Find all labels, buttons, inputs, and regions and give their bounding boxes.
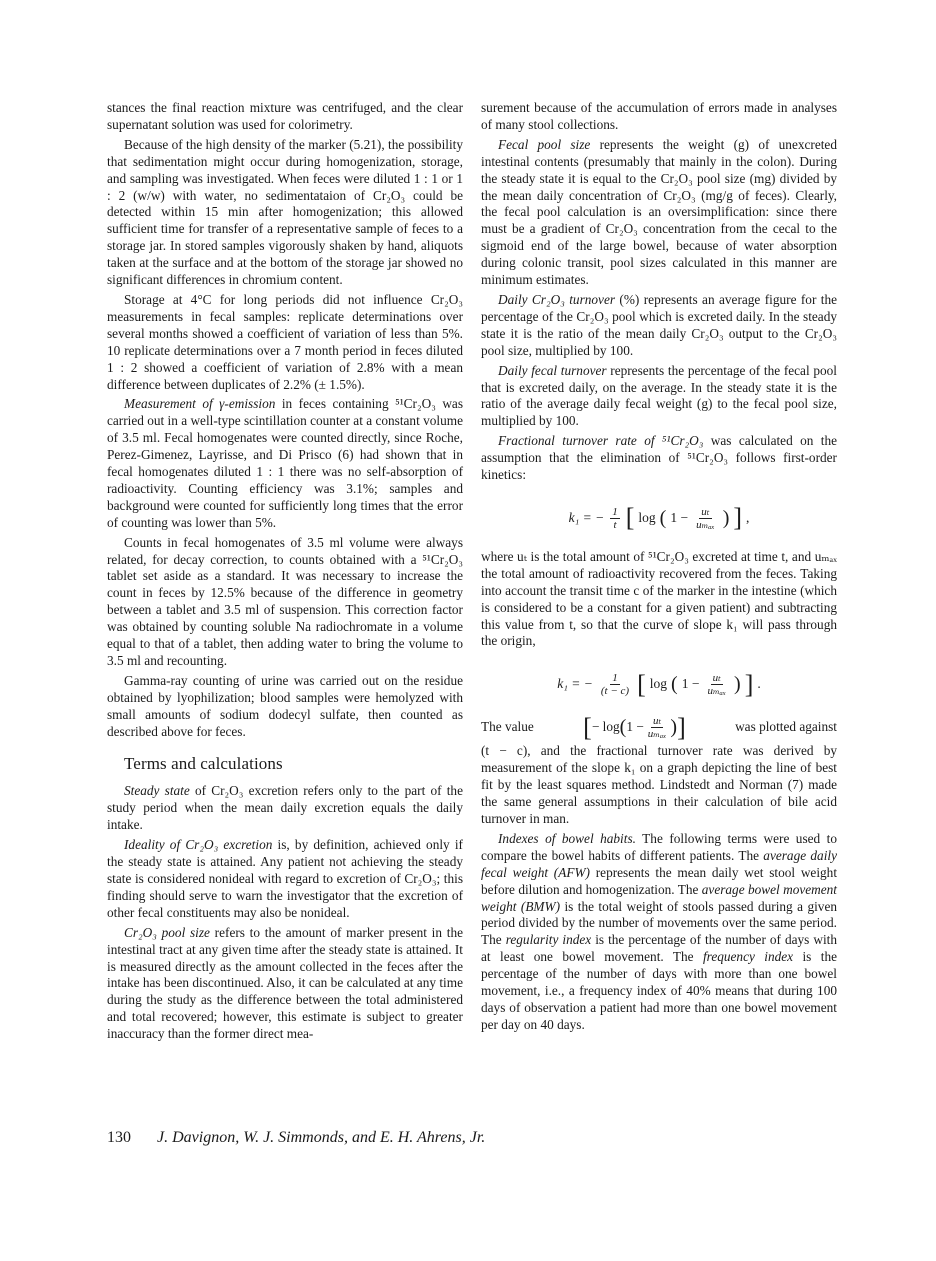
paragraph: (t − c), and the fractional turnover rate was derived by measurement of the slope k₁ on a graph depicting the line of best fit by the least squares method. Lindstedt and Norman (7) made the same general assumptions in their calculation of bile acid turnover in man. xyxy=(481,743,837,826)
eq-tail: , xyxy=(746,509,750,525)
eq-fraction xyxy=(705,672,728,697)
paragraph xyxy=(481,831,837,1034)
paragraph-text: refers to the amount of marker present in the intestinal tract at any given time after the steady state is attained. It is measured directly as the amount collected in the feces after the intake has been discontinued. Also, it can be calculated at any time during the study as the difference between the total administered and total recovered; however, this estimate is subject to greater inaccuracy than the former direct mea- xyxy=(107,924,463,1042)
paragraph xyxy=(481,712,837,742)
paragraph xyxy=(107,837,463,922)
open-bracket: [ xyxy=(625,503,635,533)
paragraph-text: is the percentage of the number of days with more than one bowel movement, i.e., a frequency index of 40% means that during 100 days of observation a patient had more than one bowel movement per day on 40 days. xyxy=(481,949,837,1032)
eq-fraction xyxy=(610,506,620,531)
paragraph xyxy=(481,137,837,289)
eq-numerator: 1 xyxy=(612,672,618,685)
paragraph-text: The value xyxy=(481,719,534,735)
close-paren: ) xyxy=(734,673,741,696)
open-paren: ( xyxy=(671,673,678,696)
paragraph-text: is the percentage of the number of days with at least one bowel movement. The xyxy=(481,932,837,965)
paragraph: Counts in fecal homogenates of 3.5 ml volume were always related, for decay correction, to counts obtained with a ⁵¹Cr₂O₃ tablet set aside as a standard. It was necessary to increase the count in feces by 12.5% because of the difference in geometry between a tablet and 3.5 ml of suspension. This correction factor was obtained by counting soluble Na radiochromate in a volume equal to that of a tablet, then adding water to bring the volume to 3.5 ml and recounting. xyxy=(107,534,463,668)
term: Measurement of γ-emission xyxy=(124,396,276,412)
paragraph xyxy=(107,925,463,1043)
equation-1 xyxy=(481,503,837,533)
paragraph-text: in feces containing ⁵¹Cr₂O₃ was carried out in a well-type scintillation counter at a constant volume of 3.5 ml. Fecal homogenates were counted directly, since Roche, Perez-Gimenez, Layrisse, and Di Prisco (6) had shown that in fecal homogenates diluted 1 : 1 there was no self-absorption of radioactivity. Counting efficiency was 3.1%; samples and background were counted for sufficiently long times that the error of counting was lower than 5%. xyxy=(107,396,464,530)
eq-fraction xyxy=(599,672,631,697)
paragraph-text: was calculated on the assumption that the elimination of ⁵¹Cr₂O₃ follows first-order kinetics: xyxy=(481,433,838,483)
paragraph: stances the final reaction mixture was centrifuged, and the clear supernatant solution was used for colorimetry. xyxy=(107,100,463,132)
eq-denominator: uₘₐₓ xyxy=(696,518,715,531)
paragraph: surement because of the accumulation of errors made in analyses of many stool collections. xyxy=(481,100,837,132)
term: Cr₂O₃ pool size xyxy=(124,924,210,940)
eq-one-minus: 1 − xyxy=(626,719,644,735)
open-bracket: [ xyxy=(583,712,592,742)
eq-denominator: uₘₐₓ xyxy=(707,685,727,698)
paragraph-text: of Cr₂O₃ excretion refers only to the part of the study period when the mean daily excretion equals the daily intake. xyxy=(107,783,463,833)
paragraph xyxy=(481,363,837,431)
eq-fraction xyxy=(646,715,669,740)
eq-denominator: uₘₐₓ xyxy=(647,728,667,741)
eq-lhs: k₁ = − xyxy=(568,509,605,525)
close-bracket: ] xyxy=(677,712,686,742)
right-column xyxy=(481,100,837,1034)
eq-log: log xyxy=(638,509,656,525)
paragraph: Gamma-ray counting of urine was carried out on the residue obtained by lyophilization; blood samples were hemolyzed with small amounts of sodium dodecyl sulfate, then counted as described above for feces. xyxy=(107,672,463,739)
eq-fraction xyxy=(694,506,717,531)
inline-equation xyxy=(583,712,686,742)
paragraph-text: The following terms were used to compare the bowel habits of different patients. The xyxy=(481,830,837,863)
eq-numerator: uₜ xyxy=(701,505,710,518)
term: Indexes of bowel habits. xyxy=(498,830,636,846)
eq-numerator: uₜ xyxy=(712,672,721,685)
paragraph-text: (%) represents an average figure for the percentage of the Cr₂O₃ pool which is excreted daily. In the steady state it is the ratio of the mean daily Cr₂O₃ output to the Cr₂O₃ pool size, multiplied by 100. xyxy=(481,291,838,358)
paragraph xyxy=(107,783,463,834)
term: Ideality of Cr₂O₃ excretion xyxy=(124,837,273,853)
paragraph: Storage at 4°C for long periods did not influence Cr₂O₃ measurements in fecal samples: replicate determinations over several months showed a coefficient of variation of less than 5%. 10 replicate determinations over a 7 month period in feces diluted 1 : 2 showed a coefficient of variation of 2.8% with a mean difference between duplicates of 2.2% (± 1.5%). xyxy=(107,291,463,392)
eq-one-minus: 1 − xyxy=(681,676,700,692)
term: Daily fecal turnover xyxy=(498,362,607,378)
term: Fractional turnover rate of ⁵¹Cr₂O₃ xyxy=(498,433,704,449)
eq-numerator: 1 xyxy=(612,505,618,518)
paragraph xyxy=(107,396,463,531)
term: Daily Cr₂O₃ turnover xyxy=(498,291,616,307)
open-bracket: [ xyxy=(637,669,646,699)
page-number: 130 xyxy=(107,1129,131,1146)
paragraph-text: is the total weight of stools passed during a given period divided by the number of movements over the same period. The xyxy=(481,898,837,948)
term: regularity index xyxy=(505,932,592,948)
paragraph-text: represents the weight (g) of unexcreted intestinal contents (presumably that mainly in the colon). During the steady state it is equal to the Cr₂O₃ pool size (mg) divided by the mean daily concentration of Cr₂O₃ (mg/g of feces). Clearly, the fecal pool calculation is an oversimplification: since there must be a gradient of Cr₂O₃ concentration from the cecal to the sigmoid end of the large bowel, because of water absorption during colonic transit, pool sizes calculated in this manner are minimum estimates. xyxy=(481,136,837,288)
open-paren: ( xyxy=(659,506,667,529)
eq-lhs: k₁ = − xyxy=(557,676,593,692)
open-paren: ( xyxy=(619,716,627,739)
left-column xyxy=(107,100,463,1043)
eq-minus-log: − log xyxy=(591,719,620,735)
paragraph xyxy=(481,292,837,360)
paragraph-text: is, by definition, achieved only if the steady state is attained. Any patient not achieving the steady state is considered nonideal with regard to excretion of Cr₂O₃; this finding should serve to warn the investigator that the excretion of other fecal constituents may also be nonideal. xyxy=(107,837,463,920)
eq-one-minus: 1 − xyxy=(670,509,689,525)
paragraph-text: represents the percentage of the fecal pool that is excreted daily, on the average. In the steady state it is the ratio of the average daily fecal weight (g) to the fecal pool size, multiplied by 100. xyxy=(481,362,837,429)
eq-log: log xyxy=(649,676,668,692)
eq-denominator: (t − c) xyxy=(600,685,630,698)
running-authors: J. Davignon, W. J. Simmonds, and E. H. Ahrens, Jr. xyxy=(157,1129,486,1146)
equation-2 xyxy=(481,669,837,699)
term: frequency index xyxy=(702,949,794,965)
paragraph: where uₜ is the total amount of ⁵¹Cr₂O₃ excreted at time t, and uₘₐₓ the total amount of radioactivity recovered from the feces. Taking into account the transit time c of the marker in the intestine (which is considered to be a constant for a given patient) and subtracting this value from t, so that the curve of slope k₁ will pass through the origin, xyxy=(481,548,837,649)
paragraph-text: was plotted against xyxy=(735,719,837,735)
term: average bowel movement weight (BMW) xyxy=(481,881,837,914)
eq-numerator: uₜ xyxy=(652,715,662,728)
paragraph: Because of the high density of the marker (5.21), the possibility that sedimentation might occur during homogenization, storage, and sampling was investigated. When feces were diluted 1 : 1 or 1 : 2 (w/w) with water, no sedimentataion of Cr₂O₃ could be detected within 15 min after homogenization; this allowed sufficient time for transfer of a representative sample of feces to a storage jar. In stored samples vigorously shaken by hand, aliquots taken at the surface and at the bottom of the storage jar showed no significant differences in chromium content. xyxy=(107,136,463,288)
page-footer xyxy=(107,1129,485,1147)
eq-tail: . xyxy=(757,676,761,692)
term: average daily fecal weight (AFW) xyxy=(481,847,837,880)
close-paren: ) xyxy=(670,716,678,739)
paragraph-text: represents the mean daily wet stool weight before dilution and homogenization. The xyxy=(481,864,838,897)
close-bracket: ] xyxy=(733,503,743,533)
term: Steady state xyxy=(124,783,190,799)
paragraph xyxy=(481,433,837,484)
section-heading: Terms and calculations xyxy=(124,753,283,773)
close-paren: ) xyxy=(722,506,730,529)
eq-denominator: t xyxy=(613,518,617,531)
close-bracket: ] xyxy=(744,669,754,699)
term: Fecal pool size xyxy=(498,136,591,152)
